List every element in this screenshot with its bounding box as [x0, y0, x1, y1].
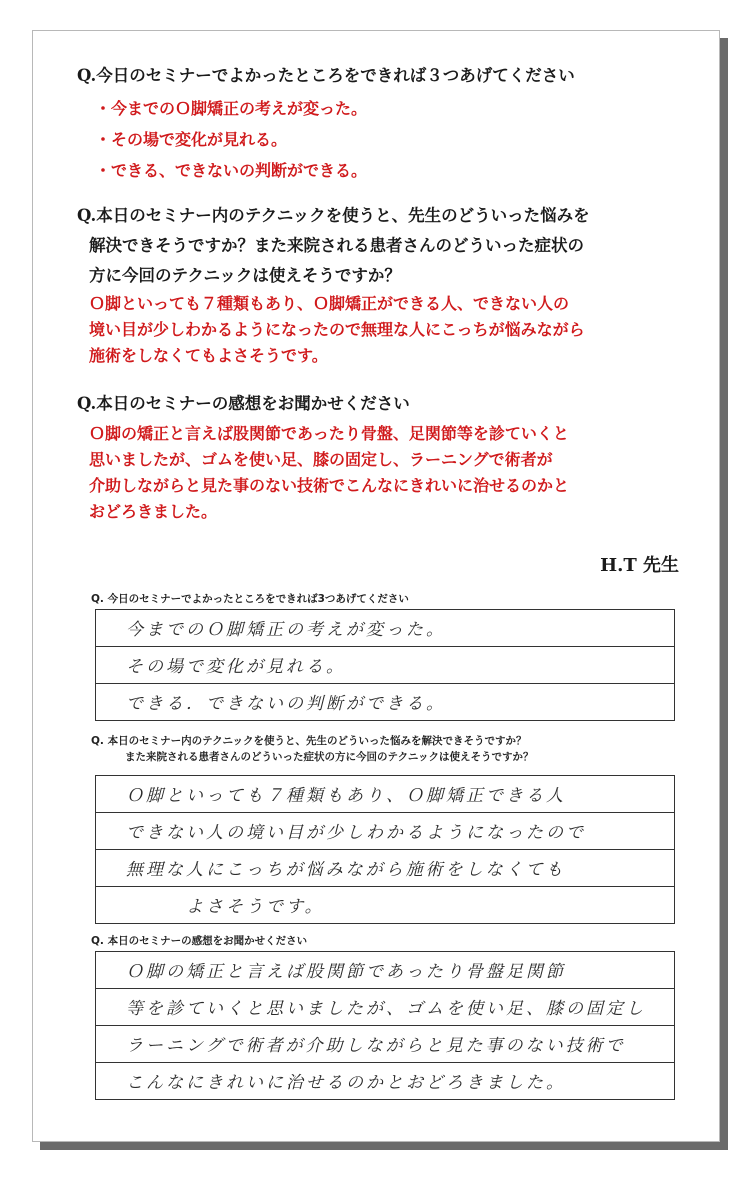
handwritten-text: こんなにきれいに治せるのかとおどろきました。 [126, 1073, 566, 1093]
form-answer-lines-2 [95, 775, 675, 924]
form-line [96, 1063, 674, 1100]
answer-line: 介助しながらと見た事のない技術でこんなにきれいに治せるのかと [89, 476, 570, 495]
answer-line: おどろきました。 [89, 502, 218, 521]
form-line [96, 989, 674, 1026]
question-3-answer [89, 421, 699, 525]
answer-item: ・その場で変化が見れる。 [95, 130, 288, 149]
question-2 [77, 201, 697, 291]
handwritten-text: ラーニングで術者が介助しながらと見た事のない技術で [126, 1036, 626, 1056]
form-question-3: Q. 本日のセミナーの感想をお聞かせください [91, 935, 308, 947]
form-answer-lines-3 [95, 951, 675, 1100]
handwritten-text: Ｏ脚の矯正と言えば股関節であったり骨盤足関節 [126, 962, 566, 982]
question-2-answer [89, 291, 699, 369]
question-2-line: 解決できそうですか？また来院される患者さんのどういった症状の [89, 236, 584, 255]
form-line [96, 1026, 674, 1063]
question-1-answers [95, 93, 367, 186]
form-line [96, 684, 674, 721]
form-line [96, 952, 674, 989]
answer-line: Ｏ脚といっても７種類もあり、Ｏ脚矯正ができる人、できない人の [89, 294, 570, 313]
question-1: Q.今日のセミナーでよかったところをできれば３つあげてください [77, 66, 575, 85]
form-line [96, 776, 674, 813]
answer-line: Ｏ脚の矯正と言えば股関節であったり骨盤、足関節等を診ていくと [89, 424, 569, 443]
handwritten-text: Ｏ脚といっても７種類もあり、Ｏ脚矯正できる人 [126, 786, 566, 806]
form-question-1: Q. 今日のセミナーでよかったところをできれば3つあげてください [91, 593, 409, 605]
handwritten-text: できない人の境い目が少しわかるようになったので [126, 823, 586, 843]
form-line [96, 610, 674, 647]
handwritten-text: できる．できないの判断ができる。 [126, 694, 446, 714]
question-2-line: Q.本日のセミナー内のテクニックを使うと、先生のどういった悩みを [77, 206, 590, 225]
answer-line: 境い目が少しわかるようになったので無理な人にこっちが悩みながら [89, 320, 585, 339]
handwritten-text: 無理な人にこっちが悩みながら施術をしなくても [126, 860, 566, 880]
form-question-2-line: また来院される患者さんのどういった症状の方に今回のテクニックは使えそうですか？ [125, 751, 534, 763]
form-answer-lines-1 [95, 609, 675, 721]
form-question-2 [91, 733, 533, 765]
form-line [96, 887, 674, 924]
handwritten-text: 今までのＯ脚矯正の考えが変った。 [126, 620, 446, 640]
form-question-2-line: Q. 本日のセミナー内のテクニックを使うと、先生のどういった悩みを解決できそうですか？ [91, 735, 527, 747]
handwritten-text: よさそうです。 [186, 897, 325, 917]
signature: H.T 先生 [600, 555, 679, 576]
form-line [96, 647, 674, 684]
question-3: Q.本日のセミナーの感想をお聞かせください [77, 394, 410, 413]
handwritten-text: その場で変化が見れる。 [126, 657, 346, 677]
testimonial-sheet [32, 30, 720, 1142]
answer-line: 思いましたが、ゴムを使い足、膝の固定し、ラーニングで術者が [89, 450, 553, 469]
handwritten-text: 等を診ていくと思いましたが、ゴムを使い足、膝の固定し [126, 999, 646, 1019]
answer-line: 施術をしなくてもよさそうです。 [89, 346, 328, 365]
answer-item: ・できる、できないの判断ができる。 [95, 161, 368, 180]
question-2-line: 方に今回のテクニックは使えそうですか？ [89, 266, 401, 285]
form-line [96, 850, 674, 887]
answer-item: ・今までのＯ脚矯正の考えが変った。 [95, 99, 368, 118]
form-line [96, 813, 674, 850]
